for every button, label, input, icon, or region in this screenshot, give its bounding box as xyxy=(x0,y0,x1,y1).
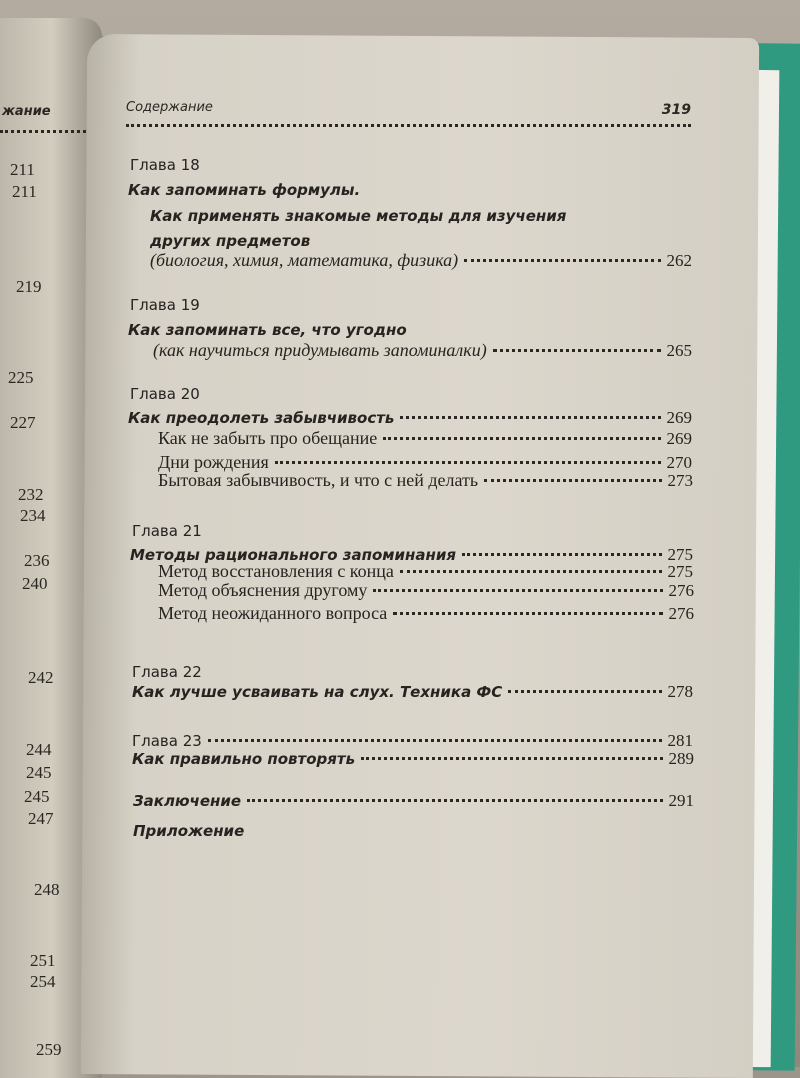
toc-entry-text: Глава 22 xyxy=(132,663,202,681)
toc-page-number: 275 xyxy=(667,562,693,581)
left-page-number: 244 xyxy=(26,740,52,759)
toc-entry-sub xyxy=(158,561,693,582)
toc-entry-text: Глава 19 xyxy=(130,296,200,314)
dot-leader xyxy=(493,349,661,352)
toc-entry-text: Как запоминать формулы. xyxy=(128,181,361,199)
left-page-number: 245 xyxy=(24,787,50,806)
dot-leader xyxy=(484,479,661,482)
page-header-title: Содержание xyxy=(126,100,213,115)
toc-entry-title xyxy=(133,822,244,840)
toc-page-number: 275 xyxy=(667,545,693,564)
left-page-number: 234 xyxy=(20,506,46,525)
toc-page-number: 269 xyxy=(666,408,692,427)
dot-leader xyxy=(361,757,662,760)
toc-entry-text: Глава 18 xyxy=(130,156,200,174)
toc-entry-text: Как преодолеть забывчивость xyxy=(128,409,395,427)
toc-entry-title xyxy=(128,181,360,199)
toc-entry-title xyxy=(150,232,310,250)
dot-leader xyxy=(383,437,660,440)
left-page-number: 240 xyxy=(22,574,48,593)
toc-entry-text: Дни рождения xyxy=(158,452,269,472)
toc-entry-text: Метод восстановления с конца xyxy=(158,561,394,581)
toc-entry-text: Глава 21 xyxy=(132,522,202,540)
toc-entry-chapter xyxy=(130,156,200,174)
toc-page-number: 265 xyxy=(666,341,692,360)
toc-page-number: 278 xyxy=(667,682,693,701)
toc-page-number: 262 xyxy=(666,251,692,270)
dot-leader xyxy=(508,690,661,693)
toc-entry-text: других предметов xyxy=(150,232,311,250)
dot-leader xyxy=(373,589,662,592)
dot-leader xyxy=(464,259,660,262)
toc-entry-text: Как запоминать все, что угодно xyxy=(128,321,407,339)
dot-leader xyxy=(208,739,662,742)
toc-entry-text: Как правильно повторять xyxy=(132,750,356,768)
toc-entry-sub xyxy=(158,603,694,624)
left-page-number: 259 xyxy=(36,1040,62,1059)
toc-page-number: 276 xyxy=(668,581,694,600)
toc-entry-text: Заключение xyxy=(133,792,242,810)
toc-entry-title xyxy=(133,791,694,811)
dot-leader xyxy=(400,570,662,573)
toc-entry-chapter xyxy=(130,296,200,314)
left-page-number: 242 xyxy=(28,668,54,687)
toc-entry-text: Глава 20 xyxy=(130,385,200,403)
toc-entry-text: Бытовая забывчивость, и что с ней делать xyxy=(158,470,479,490)
toc-entry-title xyxy=(128,408,692,428)
left-page-number: 251 xyxy=(30,951,56,970)
toc-entry-text: Как применять знакомые методы для изучения xyxy=(150,207,567,225)
dot-leader xyxy=(247,799,662,802)
dot-leader xyxy=(462,553,661,556)
toc-page-number: 289 xyxy=(668,749,694,768)
left-page-number: 219 xyxy=(16,277,42,296)
toc-entry-chapter xyxy=(132,663,202,681)
toc-page-number: 281 xyxy=(667,731,693,750)
left-page-number: 211 xyxy=(12,182,37,201)
dot-leader xyxy=(393,612,662,615)
toc-entry-text: Приложение xyxy=(133,822,245,840)
toc-entry-chapter xyxy=(130,385,200,403)
toc-entry-text: (биология, химия, математика, физика) xyxy=(150,250,459,270)
left-page-number: 232 xyxy=(18,485,44,504)
page-number: 319 xyxy=(661,102,691,118)
toc-entry-paren xyxy=(150,250,692,271)
toc-page-number: 273 xyxy=(667,471,693,490)
toc-entry-chapter xyxy=(132,731,693,751)
left-page-number: 245 xyxy=(26,763,52,782)
left-page-number: 248 xyxy=(34,880,60,899)
toc-entry-text: Метод объяснения другому xyxy=(158,580,368,600)
toc-entry-text: Как не забыть про обещание xyxy=(158,428,378,448)
toc-entry-title xyxy=(132,682,693,702)
toc-entry-title xyxy=(150,207,566,225)
left-page-number: 211 xyxy=(10,160,35,179)
toc-entry-title xyxy=(132,749,694,769)
toc-entry-chapter xyxy=(132,522,202,540)
toc-entry-title xyxy=(128,321,407,339)
toc-entry-text: Методы рационального запоминания xyxy=(130,546,457,564)
toc-entry-text: Метод неожиданного вопроса xyxy=(158,603,388,623)
dot-leader xyxy=(275,461,661,464)
toc-entry-text: (как научиться придумывать запоминалки) xyxy=(153,340,487,360)
left-page-header: жание xyxy=(2,104,51,119)
left-page-number: 225 xyxy=(8,368,34,387)
dot-leader xyxy=(400,416,660,419)
left-page-number: 247 xyxy=(28,809,54,828)
toc-entry-sub xyxy=(158,470,693,491)
toc-entry-text: Как лучше усваивать на слух. Техника ФС xyxy=(132,683,503,701)
toc-page-number: 291 xyxy=(668,791,694,810)
toc-page-number: 269 xyxy=(666,429,692,448)
toc-entry-paren xyxy=(153,340,692,361)
toc-entry-text: Глава 23 xyxy=(132,732,202,750)
left-page-number: 254 xyxy=(30,972,56,991)
toc-entry-sub xyxy=(158,580,694,601)
left-page-number: 236 xyxy=(24,551,50,570)
toc-entry-sub xyxy=(158,428,692,449)
toc-page-number: 276 xyxy=(668,604,694,623)
left-page-number: 227 xyxy=(10,413,36,432)
toc-page-number: 270 xyxy=(666,453,692,472)
